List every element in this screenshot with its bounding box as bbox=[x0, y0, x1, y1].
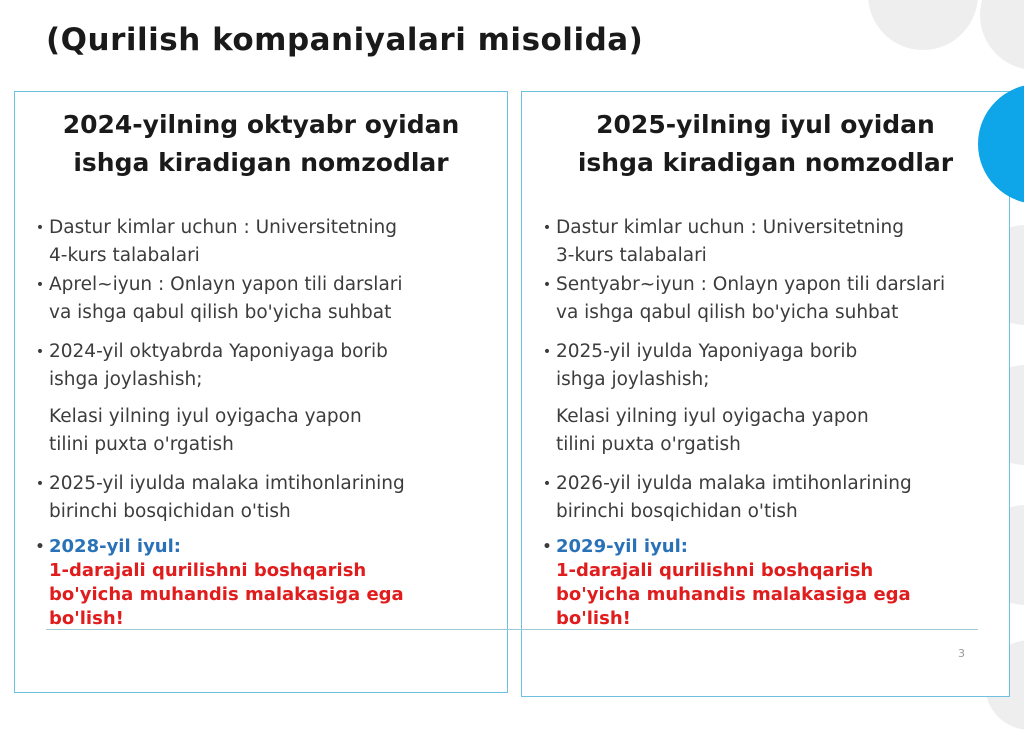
list-item bbox=[31, 470, 499, 526]
list-item-text: • Sentyabr~iyun : Onlayn yapon tili darslari bbox=[538, 271, 1001, 299]
page-number: 3 bbox=[958, 647, 965, 660]
goal-text: bo'lish! bbox=[49, 608, 124, 629]
list-item-text: birinchi bosqichidan o'tish bbox=[49, 501, 291, 522]
list-item-text: • 2025-yil iyulda malaka imtihonlarining bbox=[31, 470, 499, 498]
list-item-text: • 2026-yil iyulda malaka imtihonlarining bbox=[538, 470, 1001, 498]
goal-date: • 2028-yil iyul: bbox=[31, 535, 503, 559]
goal-text: bo'yicha muhandis malakasiga ega bbox=[556, 584, 911, 605]
list-item-text: • 2025-yil iyulda Yaponiyaga borib bbox=[538, 338, 1001, 366]
list-item-text: ishga joylashish; bbox=[556, 369, 710, 390]
list-item bbox=[31, 403, 499, 459]
panel-2025-candidates bbox=[521, 91, 1010, 697]
list-item bbox=[538, 214, 1001, 270]
goal-text: 1-darajali qurilishni boshqarish bbox=[556, 560, 874, 581]
list-item-text: ishga joylashish; bbox=[49, 369, 203, 390]
panel-heading-line: 2025-yilning iyul oyidan bbox=[596, 110, 935, 139]
list-item-text: Kelasi yilning iyul oyigacha yapon bbox=[49, 406, 362, 427]
list-item-text: • Aprel~iyun : Onlayn yapon tili darslari bbox=[31, 271, 499, 299]
list-item bbox=[538, 338, 1001, 394]
panel-heading-line: ishga kiradigan nomzodlar bbox=[73, 148, 449, 177]
goal-text: bo'yicha muhandis malakasiga ega bbox=[49, 584, 404, 605]
list-item-text: birinchi bosqichidan o'tish bbox=[556, 501, 798, 522]
panel-2024-candidates bbox=[14, 91, 508, 693]
list-item-text: va ishga qabul qilish bo'yicha suhbat bbox=[49, 302, 392, 323]
goal-date: • 2029-yil iyul: bbox=[538, 535, 1005, 559]
list-item-text: Kelasi yilning iyul oyigacha yapon bbox=[556, 406, 869, 427]
list-item bbox=[538, 470, 1001, 526]
list-item bbox=[538, 403, 1001, 459]
list-item-text: va ishga qabul qilish bo'yicha suhbat bbox=[556, 302, 899, 323]
decor-circle bbox=[980, 0, 1024, 70]
list-item-text: tilini puxta o'rgatish bbox=[556, 434, 741, 455]
page-title: (Qurilish kompaniyalari misolida) bbox=[46, 22, 644, 58]
panel-heading-line: 2024-yilning oktyabr oyidan bbox=[62, 110, 460, 139]
footer-divider bbox=[46, 629, 978, 630]
list-item-text: • Dastur kimlar uchun : Universitetning bbox=[31, 214, 499, 242]
list-item bbox=[31, 271, 499, 327]
list-item-text: • 2024-yil oktyabrda Yaponiyaga borib bbox=[31, 338, 499, 366]
goal-highlight bbox=[538, 535, 1005, 631]
list-item-text: 3-kurs talabalari bbox=[556, 245, 707, 266]
list-item-text: tilini puxta o'rgatish bbox=[49, 434, 234, 455]
list-item-text: • Dastur kimlar uchun : Universitetning bbox=[538, 214, 1001, 242]
goal-highlight bbox=[31, 535, 503, 631]
decor-circle bbox=[868, 0, 978, 50]
list-item bbox=[538, 271, 1001, 327]
goal-text: bo'lish! bbox=[556, 608, 631, 629]
panel-heading bbox=[522, 106, 1009, 182]
list-item-text: 4-kurs talabalari bbox=[49, 245, 200, 266]
panel-heading-line: ishga kiradigan nomzodlar bbox=[577, 148, 954, 177]
panel-heading bbox=[15, 106, 507, 182]
list-item bbox=[31, 338, 499, 394]
goal-text: 1-darajali qurilishni boshqarish bbox=[49, 560, 367, 581]
list-item bbox=[31, 214, 499, 270]
